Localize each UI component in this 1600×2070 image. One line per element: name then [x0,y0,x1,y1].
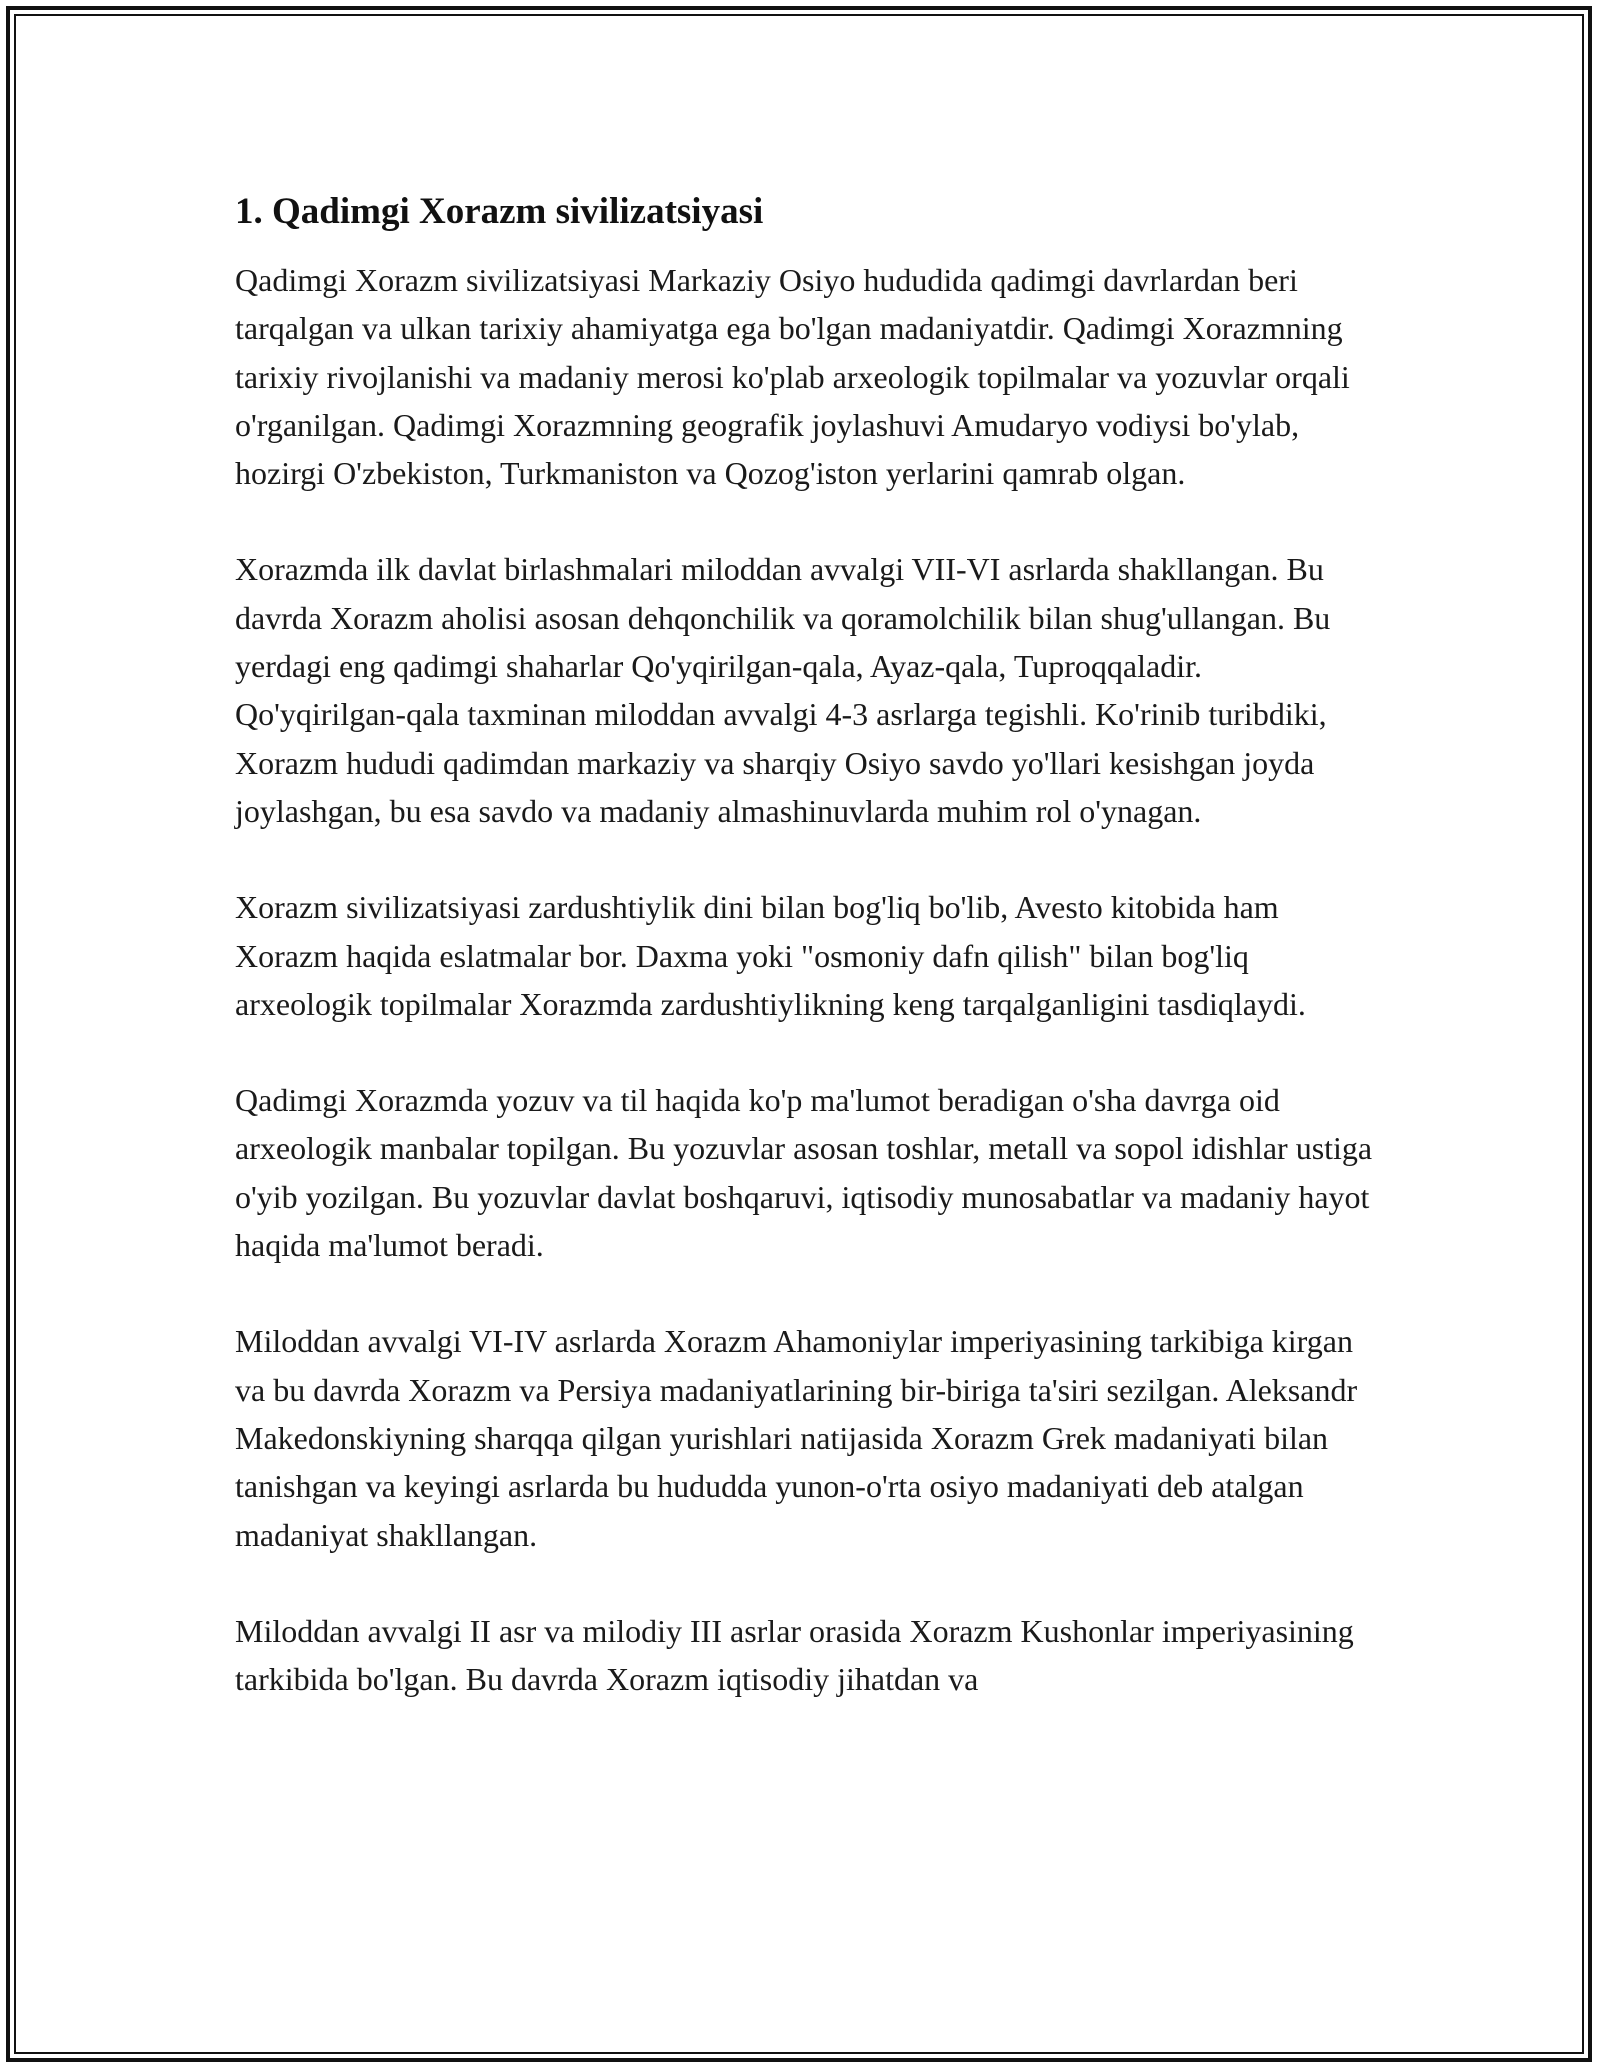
paragraph-6: Miloddan avvalgi II asr va milodiy III asrlar orasida Xorazm Kushonlar imperiyasining tarkibida bo'lgan. Bu davrda Xorazm iqtisodiy jihatdan va [235,1612,1354,1698]
section-heading: 1. Qadimgi Xorazm sivilizatsiyasi [235,191,764,232]
paragraph-1: Qadimgi Xorazm sivilizatsiyasi Markaziy Osiyo hududida qadimgi davrlardan beri tarqalgan va ulkan tarixiy ahamiyatga ega bo'lgan madaniyatdir. Qadimgi Xorazmning tarixiy rivojlanishi va madaniy merosi ko'plab arxeologik topilmalar va yozuvlar orqali o'rganilgan. Qadimgi Xorazmning geografik joylashuvi Amudaryo vodiysi bo'ylab, hozirgi O'zbekiston, Turkmaniston va Qozog'iston yerlarini qamrab olgan. [235,262,1350,492]
paragraph-4: Qadimgi Xorazmda yozuv va til haqida ko'p ma'lumot beradigan o'sha davrga oid arxeologik manbalar topilgan. Bu yozuvlar asosan toshlar, metall va sopol idishlar ustiga o'yib yozilgan. Bu yozuvlar davlat boshqaruvi, iqtisodiy munosabatlar va madaniy hayot haqida ma'lumot beradi. [235,1082,1373,1264]
paragraph-3: Xorazm sivilizatsiyasi zardushtiylik dini bilan bog'liq bo'lib, Avesto kitobida ham Xorazm haqida eslatmalar bor. Daxma yoki "osmoniy dafn qilish" bilan bog'liq arxeologik topilmalar Xorazmda zardushtiylikning keng tarqalganligini tasdiqlaydi. [235,889,1306,1022]
paragraph-5: Miloddan avvalgi VI-IV asrlarda Xorazm Ahamoniylar imperiyasining tarkibiga kirgan va bu davrda Xorazm va Persiya madaniyatlarining bir-biriga ta'siri sezilgan. Aleksandr Makedonskiyning sharqqa qilgan yurishlari natijasida Xorazm Grek madaniyati bilan tanishgan va keyingi asrlarda bu hududda yunon-o'rta osiyo madaniyati deb atalgan madaniyat shakllangan. [235,1323,1358,1553]
document-body [235,188,1375,1751]
paragraph-2: Xorazmda ilk davlat birlashmalari miloddan avvalgi VII-VI asrlarda shakllangan. Bu davrda Xorazm aholisi asosan dehqonchilik va qoramolchilik bilan shug'ullangan. Bu yerdagi eng qadimgi shaharlar Qo'yqirilgan-qala, Ayaz-qala, Tuproqqaladir. Qo'yqirilgan-qala taxminan miloddan avvalgi 4-3 asrlarga tegishli. Ko'rinib turibdiki, Xorazm hududi qadimdan markaziy va sharqiy Osiyo savdo yo'llari kesishgan joyda joylashgan, bu esa savdo va madaniy almashinuvlarda muhim rol o'ynagan. [235,551,1331,829]
